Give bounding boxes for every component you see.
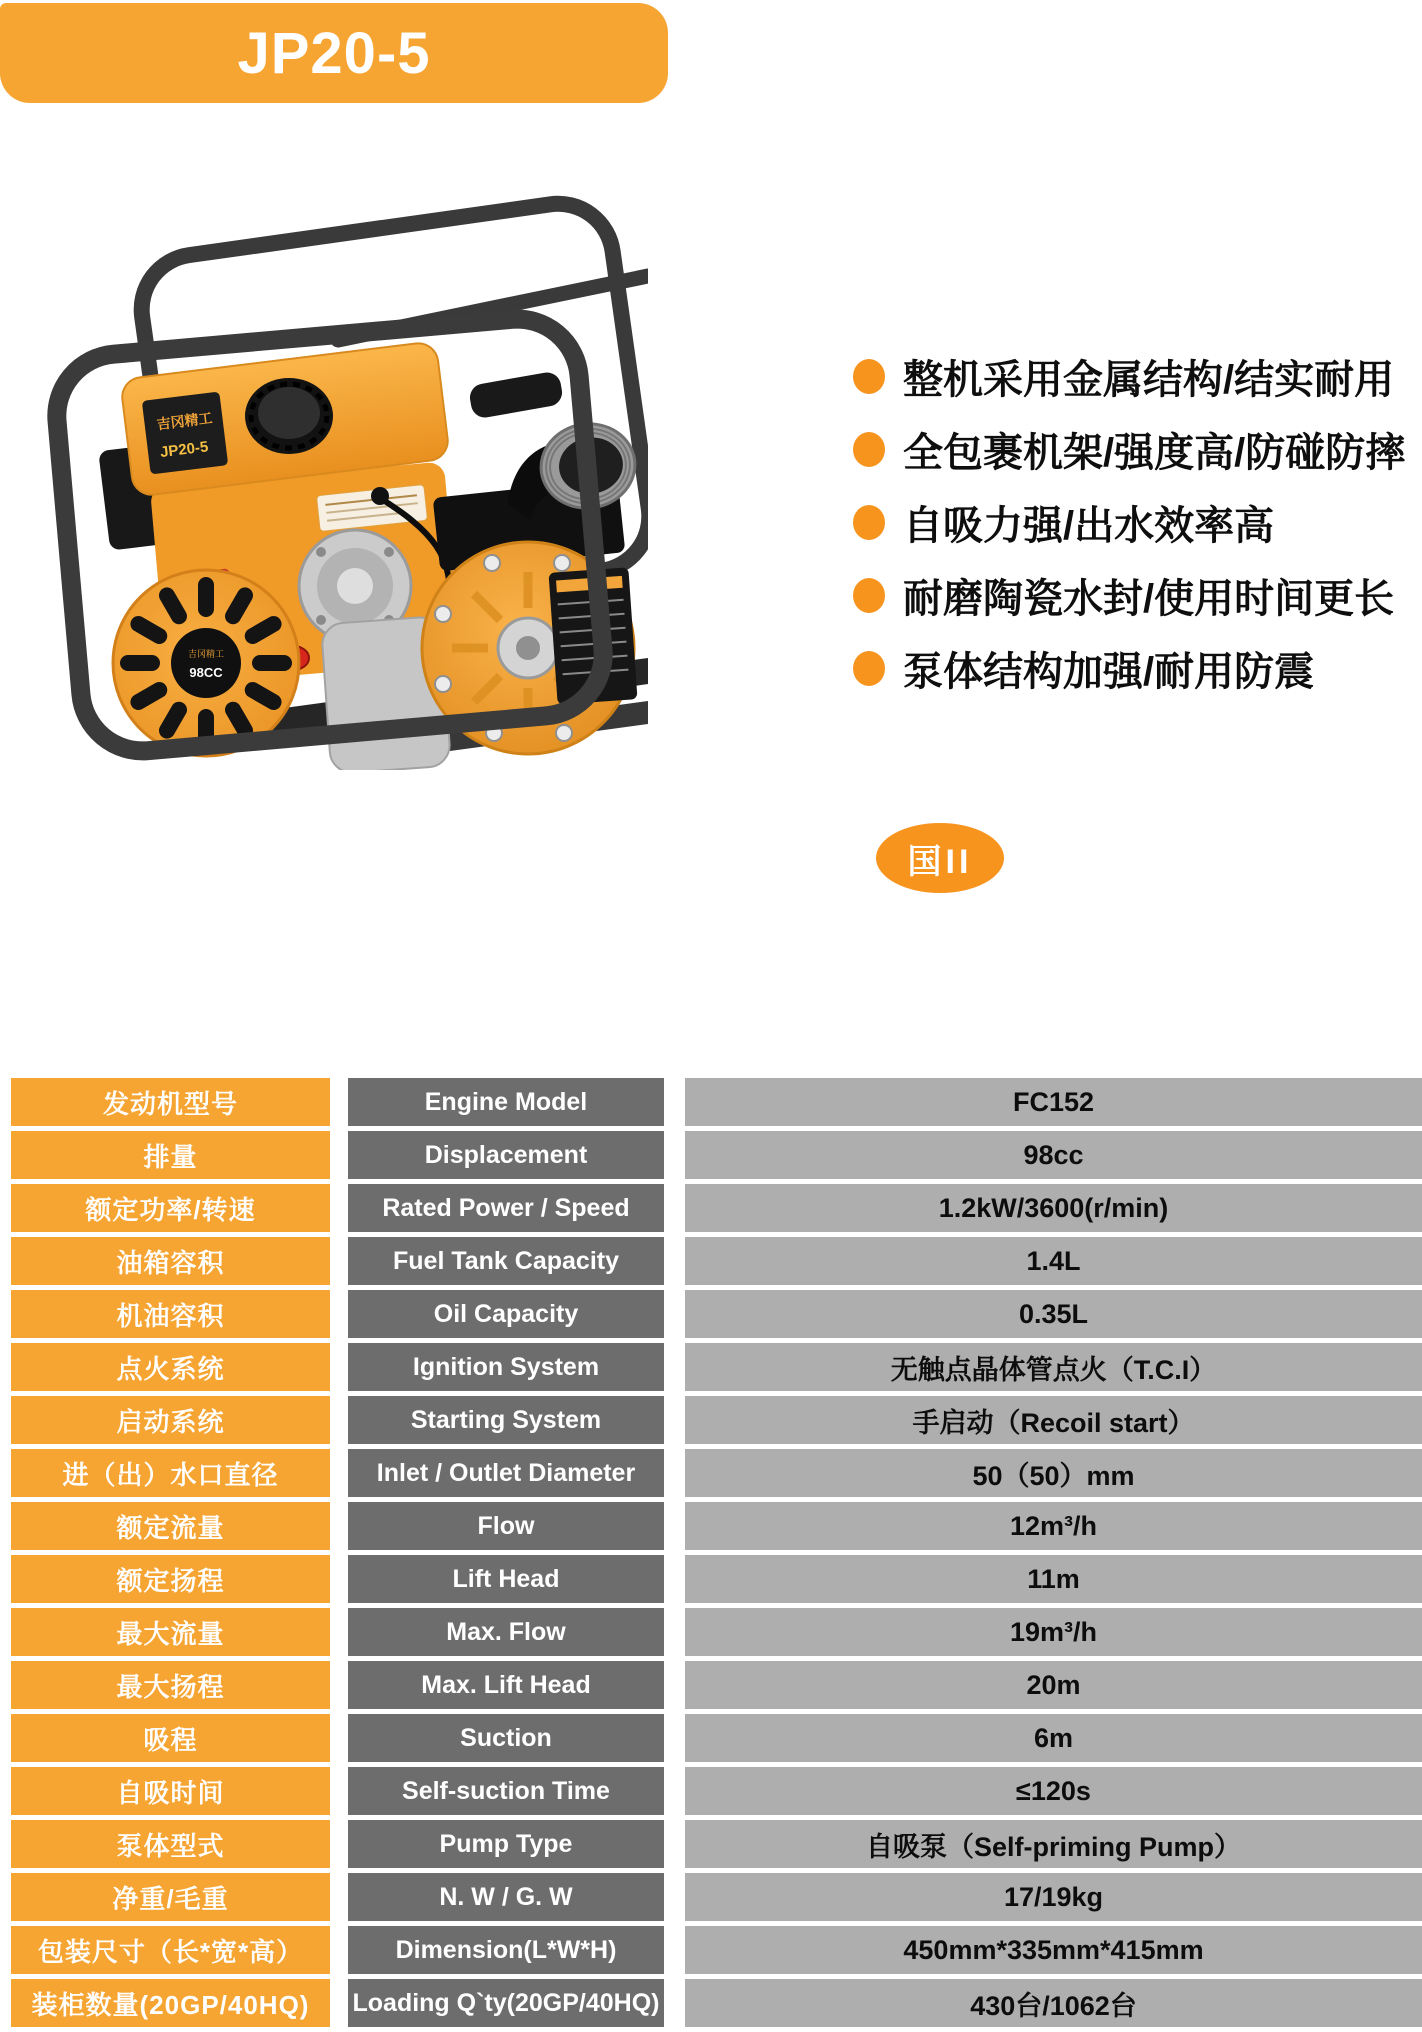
spec-value: 50（50）mm: [685, 1449, 1422, 1497]
carry-handle: [468, 370, 565, 419]
spec-label-cn: 额定扬程: [11, 1555, 330, 1603]
spec-table: [0, 1078, 1422, 2032]
bullet-dot-icon: [853, 432, 885, 467]
table-row: [0, 1873, 1422, 1921]
spec-label-en: Engine Model: [348, 1078, 664, 1126]
table-row: [0, 1396, 1422, 1444]
engine: [98, 341, 461, 770]
feature-text: 整机采用金属结构/结实耐用: [903, 358, 1395, 402]
spec-value: 12m³/h: [685, 1502, 1422, 1550]
spec-value: 450mm*335mm*415mm: [685, 1926, 1422, 1974]
spec-value: 19m³/h: [685, 1608, 1422, 1656]
product-photo: [8, 158, 648, 770]
spec-value: 1.2kW/3600(r/min): [685, 1184, 1422, 1232]
table-row: [0, 1714, 1422, 1762]
spec-label-en: Loading Q`ty(20GP/40HQ): [348, 1979, 664, 2027]
spec-value: 手启动（Recoil start）: [685, 1396, 1422, 1444]
spec-value: 6m: [685, 1714, 1422, 1762]
spec-label-cn: 装柜数量(20GP/40HQ): [11, 1979, 330, 2027]
svg-text:吉冈精工: 吉冈精工: [155, 409, 214, 433]
spec-label-cn: 最大扬程: [11, 1661, 330, 1709]
table-row: [0, 1555, 1422, 1603]
spec-label-en: Max. Lift Head: [348, 1661, 664, 1709]
svg-text:JP20-5: JP20-5: [159, 438, 210, 462]
feature-list: [853, 340, 1422, 705]
spec-label-en: Starting System: [348, 1396, 664, 1444]
feature-item: [853, 340, 1422, 413]
spec-label-en: Max. Flow: [348, 1608, 664, 1656]
spec-label-en: Dimension(L*W*H): [348, 1926, 664, 1974]
recoil-starter: [113, 570, 299, 756]
table-row: [0, 1449, 1422, 1497]
spec-label-cn: 最大流量: [11, 1608, 330, 1656]
bullet-dot-icon: [853, 651, 885, 686]
feature-item: [853, 486, 1422, 559]
table-row: [0, 1820, 1422, 1868]
page-title: JP20-5: [237, 20, 431, 86]
spec-value: 20m: [685, 1661, 1422, 1709]
spec-label-cn: 机油容积: [11, 1290, 330, 1338]
table-row: [0, 1343, 1422, 1391]
table-row: [0, 1502, 1422, 1550]
spec-label-en: Displacement: [348, 1131, 664, 1179]
table-row: [0, 1926, 1422, 1974]
feature-item: [853, 413, 1422, 486]
spec-label-en: Oil Capacity: [348, 1290, 664, 1338]
table-row: [0, 1237, 1422, 1285]
bullet-dot-icon: [853, 578, 885, 613]
emission-badge-label: 国II: [907, 842, 973, 881]
spec-label-cn: 净重/毛重: [11, 1873, 330, 1921]
table-row: [0, 1290, 1422, 1338]
model-banner: [0, 3, 668, 103]
spec-label-cn: 进（出）水口直径: [11, 1449, 330, 1497]
feature-item: [853, 559, 1422, 632]
spec-label-en: N. W / G. W: [348, 1873, 664, 1921]
spec-value: 1.4L: [685, 1237, 1422, 1285]
spec-label-en: Ignition System: [348, 1343, 664, 1391]
table-row: [0, 1078, 1422, 1126]
spec-label-cn: 启动系统: [11, 1396, 330, 1444]
feature-item: [853, 632, 1422, 705]
spec-value: 11m: [685, 1555, 1422, 1603]
spec-value: FC152: [685, 1078, 1422, 1126]
spec-label-cn: 发动机型号: [11, 1078, 330, 1126]
spec-label-en: Self-suction Time: [348, 1767, 664, 1815]
spec-label-cn: 包装尺寸（长*宽*高）: [11, 1926, 330, 1974]
spec-label-cn: 油箱容积: [11, 1237, 330, 1285]
spec-value: ≤120s: [685, 1767, 1422, 1815]
spec-value: 自吸泵（Self-priming Pump）: [685, 1820, 1422, 1868]
spec-label-cn: 自吸时间: [11, 1767, 330, 1815]
spec-label-cn: 泵体型式: [11, 1820, 330, 1868]
feature-text: 自吸力强/出水效率高: [903, 504, 1275, 548]
bullet-dot-icon: [853, 505, 885, 540]
feature-text: 全包裹机架/强度高/防碰防摔: [903, 431, 1406, 475]
table-row: [0, 1184, 1422, 1232]
bullet-dot-icon: [853, 359, 885, 394]
spec-label-en: Flow: [348, 1502, 664, 1550]
feature-text: 泵体结构加强/耐用防震: [903, 650, 1315, 694]
emission-badge: [876, 823, 1004, 893]
spec-value: 430台/1062台: [685, 1979, 1422, 2027]
fuel-cap: [245, 378, 333, 454]
spec-label-en: Suction: [348, 1714, 664, 1762]
spec-value: 0.35L: [685, 1290, 1422, 1338]
spec-value: 98cc: [685, 1131, 1422, 1179]
table-row: [0, 1608, 1422, 1656]
spec-value: 17/19kg: [685, 1873, 1422, 1921]
spec-label-cn: 排量: [11, 1131, 330, 1179]
tank-brand-sticker: [142, 392, 228, 475]
feature-text: 耐磨陶瓷水封/使用时间更长: [903, 577, 1395, 621]
table-row: [0, 1661, 1422, 1709]
table-row: [0, 1979, 1422, 2027]
svg-text:98CC: 98CC: [189, 665, 223, 680]
spec-label-en: Rated Power / Speed: [348, 1184, 664, 1232]
spec-label-en: Lift Head: [348, 1555, 664, 1603]
spec-label-en: Fuel Tank Capacity: [348, 1237, 664, 1285]
spec-label-cn: 吸程: [11, 1714, 330, 1762]
spec-label-en: Inlet / Outlet Diameter: [348, 1449, 664, 1497]
spec-label-cn: 点火系统: [11, 1343, 330, 1391]
spec-label-cn: 额定功率/转速: [11, 1184, 330, 1232]
table-row: [0, 1767, 1422, 1815]
spec-label-en: Pump Type: [348, 1820, 664, 1868]
table-row: [0, 1131, 1422, 1179]
spec-label-cn: 额定流量: [11, 1502, 330, 1550]
svg-text:吉冈精工: 吉冈精工: [187, 649, 225, 659]
spec-value: 无触点晶体管点火（T.C.I）: [685, 1343, 1422, 1391]
